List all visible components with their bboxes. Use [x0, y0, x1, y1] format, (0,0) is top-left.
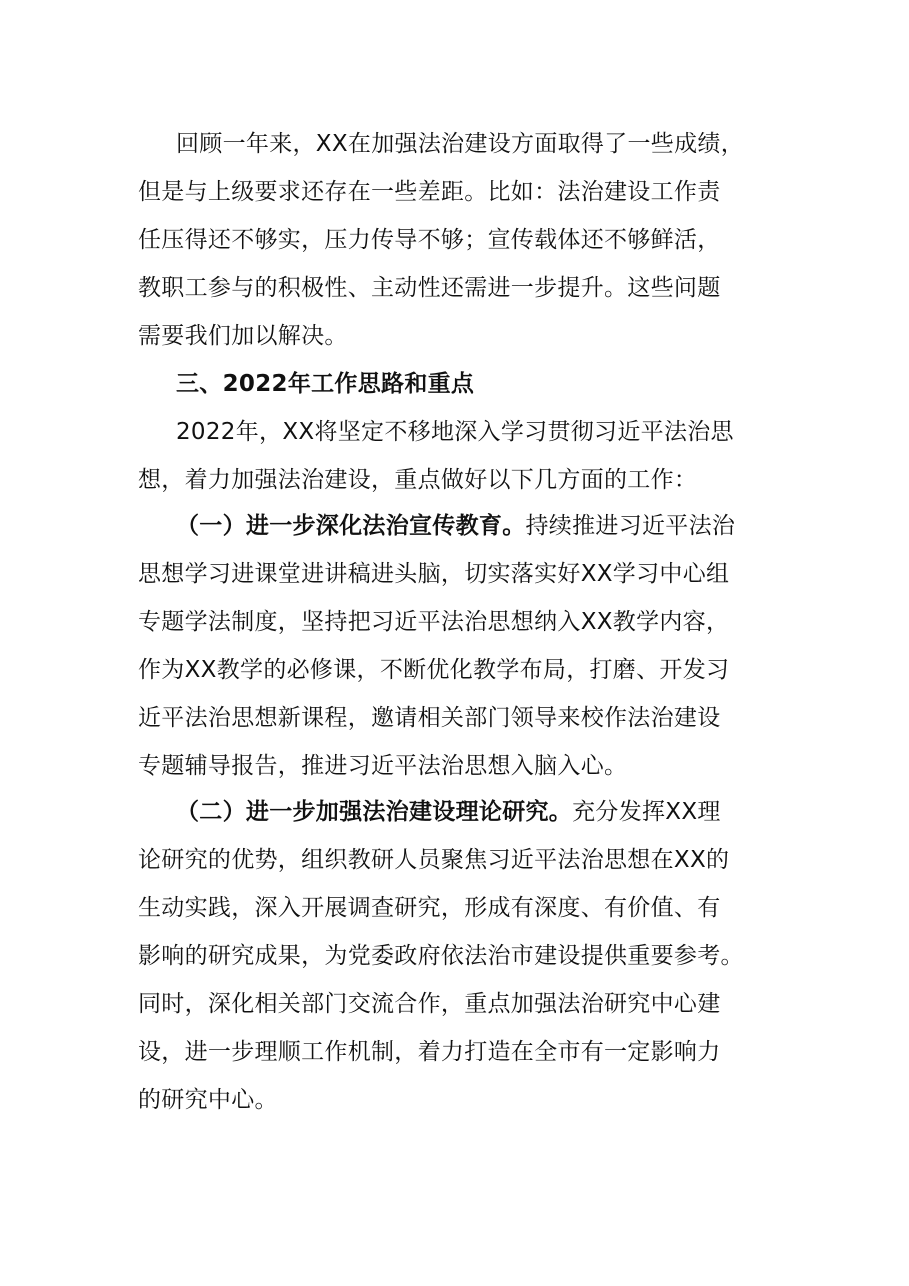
section-heading: 三、2022年工作思路和重点	[176, 371, 475, 397]
paragraph-line: 作为XX教学的必修课，不断优化教学布局，打磨、开发习	[138, 657, 730, 683]
paragraph-line: 想，着力加强法治建设，重点做好以下几方面的工作：	[138, 467, 698, 493]
paragraph-line: 影响的研究成果，为党委政府依法治市建设提供重要参考。	[138, 943, 744, 969]
paragraph-line: 论研究的优势，组织教研人员聚焦习近平法治思想在XX的	[138, 847, 730, 873]
paragraph-line: 专题学法制度，坚持把习近平法治思想纳入XX教学内容，	[138, 609, 730, 635]
paragraph-line: 同时，深化相关部门交流合作，重点加强法治研究中心建	[138, 991, 721, 1017]
paragraph-line: 任压得还不够实，压力传导不够；宣传载体还不够鲜活，	[138, 227, 721, 253]
item-title: （一）进一步深化法治宣传教育。	[176, 513, 526, 539]
item-first-line	[176, 797, 721, 827]
paragraph-line: 需要我们加以解决。	[138, 323, 348, 349]
paragraph-line: 思想学习进课堂进讲稿进头脑，切实落实好XX学习中心组	[138, 561, 730, 587]
paragraph-line: 设，进一步理顺工作机制，着力打造在全市有一定影响力	[138, 1039, 721, 1065]
paragraph-line: 教职工参与的积极性、主动性还需进一步提升。这些问题	[138, 275, 721, 301]
item-title: （二）进一步加强法治建设理论研究。	[176, 799, 573, 825]
paragraph-line: 近平法治思想新课程，邀请相关部门领导来校作法治建设	[138, 705, 721, 731]
paragraph-line: 生动实践，深入开展调查研究，形成有深度、有价值、有	[138, 895, 721, 921]
paragraph-line: 回顾一年来，XX在加强法治建设方面取得了一些成绩，	[176, 131, 745, 157]
item-first-line	[176, 511, 735, 541]
paragraph-line: 的研究中心。	[138, 1087, 278, 1113]
paragraph-line: 专题辅导报告，推进习近平法治思想入脑入心。	[138, 753, 628, 779]
paragraph-line: 2022年，XX将坚定不移地深入学习贯彻习近平法治思	[176, 419, 734, 445]
item-first-line-text: 持续推进习近平法治	[525, 513, 736, 539]
paragraph-line: 但是与上级要求还存在一些差距。比如：法治建设工作责	[138, 179, 721, 205]
item-first-line-text: 充分发挥XX理	[572, 799, 721, 825]
